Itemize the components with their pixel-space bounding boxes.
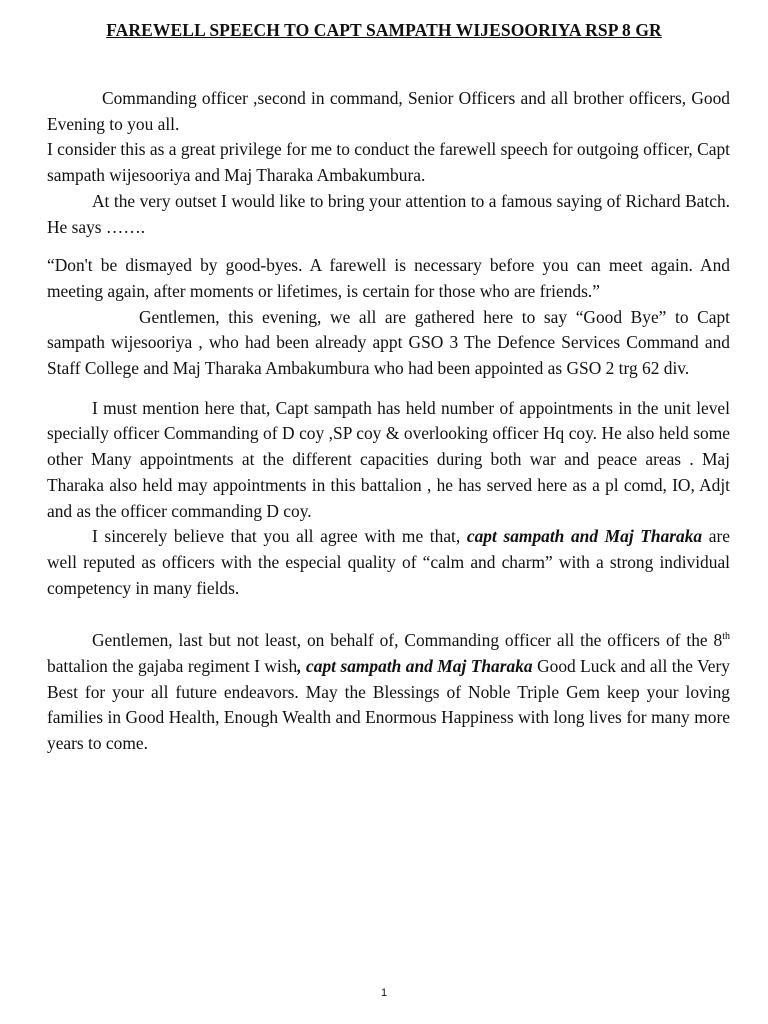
belief-text-start: I sincerely believe that you all agree with me that, [92, 526, 467, 547]
paragraph-quote: “Don't be dismayed by good-byes. A farewell is necessary before you can meet again. And meeting again, after moments or lifetimes, is certain for those who are friends.” [47, 255, 730, 301]
closing-text-end: Good Luck and all the Very Best for your all future endeavors. May the Blessings of Noble Triple Gem keep your loving families in Good Health, Enough Wealth and Enormous Happiness with long lives for many more years to come. [47, 656, 730, 754]
closing-text-start: Gentlemen, last but not least, on behalf of, Commanding officer all the officers of the 8 [92, 630, 723, 651]
page-number: 1 [380, 987, 388, 999]
paragraph-gathered: Gentlemen, this evening, we all are gathered here to say “Good Bye” to Capt sampath wijesooriya , who had been already appt GSO 3 The Defence Services Command and Staff College and Maj Tharaka Ambakumbura who had been appointed as GSO 2 trg 62 div. [47, 306, 730, 379]
belief-text-end: are well reputed as officers with the especial quality of “calm and charm” with a strong individual competency in many fields. [47, 526, 730, 598]
paragraph-privilege: I consider this as a great privilege for me to conduct the farewell speech for outgoing officer, Capt sampath wijesooriya and Maj Tharaka Ambakumbura. [47, 139, 730, 186]
page-title: FAREWELL SPEECH TO CAPT SAMPATH WIJESOORIYA RSP 8 GR [106, 20, 662, 40]
officer-names-emphasis: capt sampath and Maj Tharaka [466, 526, 703, 547]
paragraph-appointments: I must mention here that, Capt sampath has held number of appointments in the unit level specially officer Commanding of D coy ,SP coy & overlooking officer Hq coy. He also held some other Many appointments at the different capacities during both war and peace areas . Maj Tharaka also held may appointments in this battalion , he has served here as a pl comd, IO, Adjt and as the officer commanding D coy. [47, 397, 730, 521]
ordinal-superscript: th [722, 631, 730, 643]
closing-text-battalion: battalion the gajaba regiment I wish [47, 656, 298, 677]
paragraph-belief [47, 524, 730, 601]
paragraph-greeting: Commanding officer ,second in command, Senior Officers and all brother officers, Good Evening to you all. [47, 88, 730, 134]
paragraph-outset: At the very outset I would like to bring your attention to a famous saying of Richard Batch. He says ……. [47, 190, 730, 237]
paragraph-closing [47, 628, 730, 757]
officer-names-emphasis-closing: , capt sampath and Maj Tharaka [297, 656, 533, 677]
speech-body [47, 86, 730, 757]
